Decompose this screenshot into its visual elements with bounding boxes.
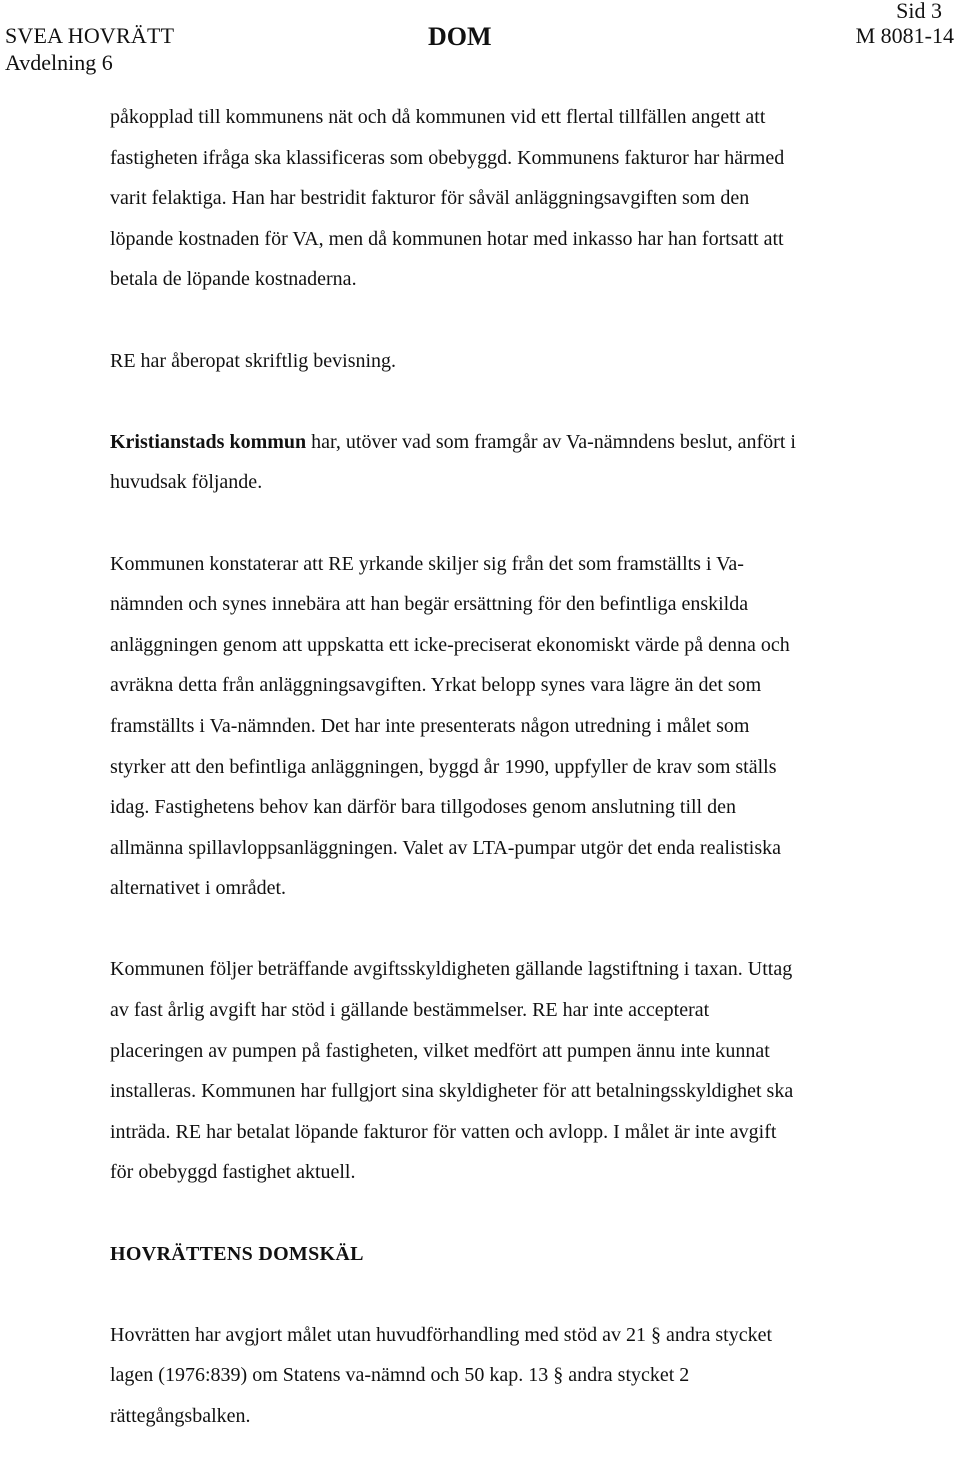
paragraph-evidence xyxy=(110,341,930,382)
text-line: Kommunen konstaterar att RE yrkande skiljer sig från det som framställts i Va- xyxy=(110,552,744,575)
text-line: fastigheten ifråga ska klassificeras som obebyggd. Kommunens fakturor har härmed xyxy=(110,146,785,169)
text-line: påkopplad till kommunens nät och då kommunen vid ett flertal tillfällen angett att xyxy=(110,106,766,128)
court-name: SVEA HOVRÄTT xyxy=(5,23,175,48)
text-line: av fast årlig avgift har stöd i gällande bestämmelser. RE har inte accepterat xyxy=(110,999,710,1022)
text-line: RE har åberopat skriftlig bevisning. xyxy=(110,349,397,372)
paragraph-municipality-fees xyxy=(110,949,930,1193)
text-line: anläggningen genom att uppskatta ett icke-preciserat ekonomiskt värde på denna och xyxy=(110,633,790,656)
text-line: alternativet i området. xyxy=(110,877,287,900)
paragraph-re-claims xyxy=(110,97,930,300)
paragraph-municipality-intro xyxy=(110,422,930,503)
text-line: inträda. RE har betalat löpande fakturor för vatten och avlopp. I målet är inte avgift xyxy=(110,1120,777,1143)
text-line: för obebyggd fastighet aktuell. xyxy=(110,1161,356,1184)
text-line: lagen (1976:839) om Statens va-nämnd och 50 kap. 13 § andra stycket 2 xyxy=(110,1364,690,1387)
page-header xyxy=(0,0,960,80)
paragraph-court-reasoning xyxy=(110,1315,930,1437)
document-body xyxy=(110,97,930,1477)
text-line: idag. Fastighetens behov kan därför bara tillgodoses genom anslutning till den xyxy=(110,796,736,819)
text-line: rättegångsbalken. xyxy=(110,1405,251,1427)
text-line: avräkna detta från anläggningsavgiften. Yrkat belopp synes vara lägre än det som xyxy=(110,674,762,697)
text-line: huvudsak följande. xyxy=(110,471,263,494)
text-line: styrker att den befintliga anläggningen, byggd år 1990, uppfyller de krav som ställs xyxy=(110,755,777,778)
text-line: varit felaktiga. Han har bestridit fakturor för såväl anläggningsavgiften som den xyxy=(110,187,750,210)
party-name: Kristianstads kommun xyxy=(110,430,307,453)
text-line: har, utöver vad som framgår av Va-nämndens beslut, anfört i xyxy=(306,430,796,453)
text-line: Hovrätten har avgjort målet utan huvudförhandling med stöd av 21 § andra stycket xyxy=(110,1323,773,1346)
text-line: placeringen av pumpen på fastigheten, vilket medfört att pumpen ännu inte kunnat xyxy=(110,1039,770,1062)
section-heading: HOVRÄTTENS DOMSKÄL xyxy=(110,1242,364,1265)
court-division: Avdelning 6 xyxy=(5,50,113,75)
text-line: nämnden och synes innebära att han begär ersättning för den befintliga enskilda xyxy=(110,593,749,616)
case-number: M 8081-14 xyxy=(855,23,954,48)
text-line: framställts i Va-nämnden. Det har inte presenterats någon utredning i målet som xyxy=(110,714,750,737)
paragraph-municipality-argument xyxy=(110,544,930,909)
page-number: Sid 3 xyxy=(896,0,942,23)
document-type: DOM xyxy=(428,22,492,51)
text-line: allmänna spillavloppsanläggningen. Valet av LTA-pumpar utgör det enda realistiska xyxy=(110,836,782,859)
text-line: Kommunen följer beträffande avgiftsskyldigheten gällande lagstiftning i taxan. Uttag xyxy=(110,958,793,981)
text-line: löpande kostnaden för VA, men då kommunen hotar med inkasso har han fortsatt att xyxy=(110,227,784,250)
text-line: betala de löpande kostnaderna. xyxy=(110,268,357,291)
text-line: installeras. Kommunen har fullgjort sina skyldigheter för att betalningsskyldighet ska xyxy=(110,1080,794,1103)
